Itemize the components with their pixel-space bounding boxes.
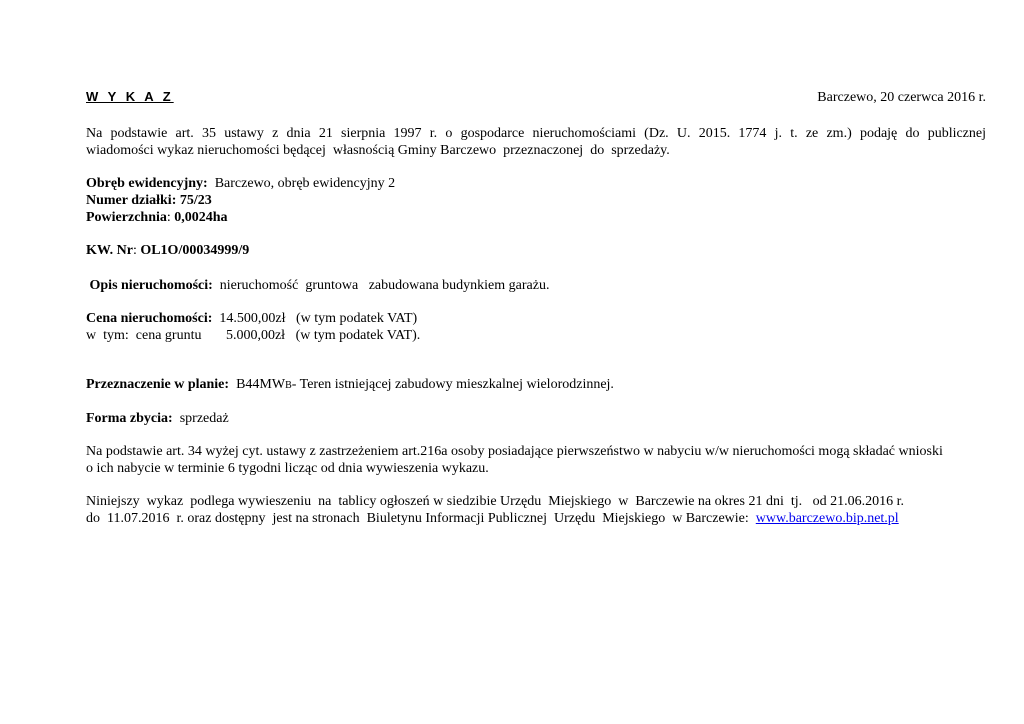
kw-row bbox=[86, 242, 986, 259]
obreb-row bbox=[86, 175, 986, 192]
dzialka-label: Numer działki: bbox=[86, 193, 177, 208]
opis-row bbox=[86, 277, 986, 294]
powierzchnia-row bbox=[86, 209, 986, 226]
obreb-label: Obręb ewidencyjny: bbox=[86, 176, 208, 191]
wywieszenie-line-2 bbox=[86, 510, 986, 527]
przeznaczenie-value-b: - Teren istniejącej zabudowy mieszkalnej wielorodzinnej. bbox=[291, 377, 614, 392]
cena-gruntu-row: w tym: cena gruntu 5.000,00zł (w tym podatek VAT). bbox=[86, 328, 421, 343]
forma-label: Forma zbycia: bbox=[86, 411, 173, 426]
intro-line-1: Na podstawie art. 35 ustawy z dnia 21 sierpnia 1997 r. o gospodarce nieruchomościami (Dz. U. 2015. 1774 j. t. ze zm.) podaję do publicznej bbox=[86, 126, 986, 141]
przeznaczenie-value-small: B bbox=[285, 380, 292, 391]
przeznaczenie-label: Przeznaczenie w planie: bbox=[86, 377, 230, 392]
dzialka-value: 75/23 bbox=[176, 193, 212, 208]
cena-value: 14.500,00zł (w tym podatek VAT) bbox=[212, 311, 418, 326]
document-page bbox=[86, 88, 986, 527]
art34-line-1: Na podstawie art. 34 wyżej cyt. ustawy z zastrzeżeniem art.216a osoby posiadające pierwszeństwo w nabyciu w/w nieruchomości mogą składać wnioski bbox=[86, 444, 943, 459]
document-title: W Y K A Z bbox=[86, 89, 174, 104]
kw-label: KW. Nr bbox=[86, 243, 133, 258]
przeznaczenie-value-a: B44MW bbox=[229, 377, 286, 392]
document-date: Barczewo, 20 czerwca 2016 r. bbox=[817, 90, 986, 105]
cena-row bbox=[86, 310, 986, 327]
kw-value: OL1O/00034999/9 bbox=[136, 243, 250, 258]
przeznaczenie-row bbox=[86, 376, 986, 394]
wywieszenie-line-2-text: do 11.07.2016 r. oraz dostępny jest na stronach Biuletynu Informacji Publicznej Urzędu Miejskiego w Barczewie: bbox=[86, 511, 756, 526]
opis-label: Opis nieruchomości: bbox=[86, 278, 213, 293]
powierzchnia-value: 0,0024ha bbox=[170, 210, 228, 225]
dzialka-row bbox=[86, 192, 986, 209]
kw-colon: : bbox=[132, 243, 137, 258]
header-row bbox=[86, 88, 986, 107]
opis-value: nieruchomość gruntowa zabudowana budynkiem garażu. bbox=[212, 278, 550, 293]
powierzchnia-label: Powierzchnia bbox=[86, 210, 167, 225]
intro-line-2: wiadomości wykaz nieruchomości będącej własnością Gminy Barczewo przeznaczonej do sprzedaży. bbox=[86, 143, 670, 158]
forma-value: sprzedaż bbox=[172, 411, 229, 426]
cena-label: Cena nieruchomości: bbox=[86, 311, 213, 326]
bip-link[interactable]: www.barczewo.bip.net.pl bbox=[755, 511, 899, 526]
wywieszenie-line-1: Niniejszy wykaz podlega wywieszeniu na tablicy ogłoszeń w siedzibie Urzędu Miejskiego w Barczewie na okres 21 dni tj. od 21.06.2016 r. bbox=[86, 494, 905, 509]
obreb-value: Barczewo, obręb ewidencyjny 2 bbox=[207, 176, 396, 191]
forma-row bbox=[86, 410, 986, 427]
powierzchnia-colon: : bbox=[166, 210, 171, 225]
art34-line-2: o ich nabycie w terminie 6 tygodni licząc od dnia wywieszenia wykazu. bbox=[86, 461, 489, 476]
